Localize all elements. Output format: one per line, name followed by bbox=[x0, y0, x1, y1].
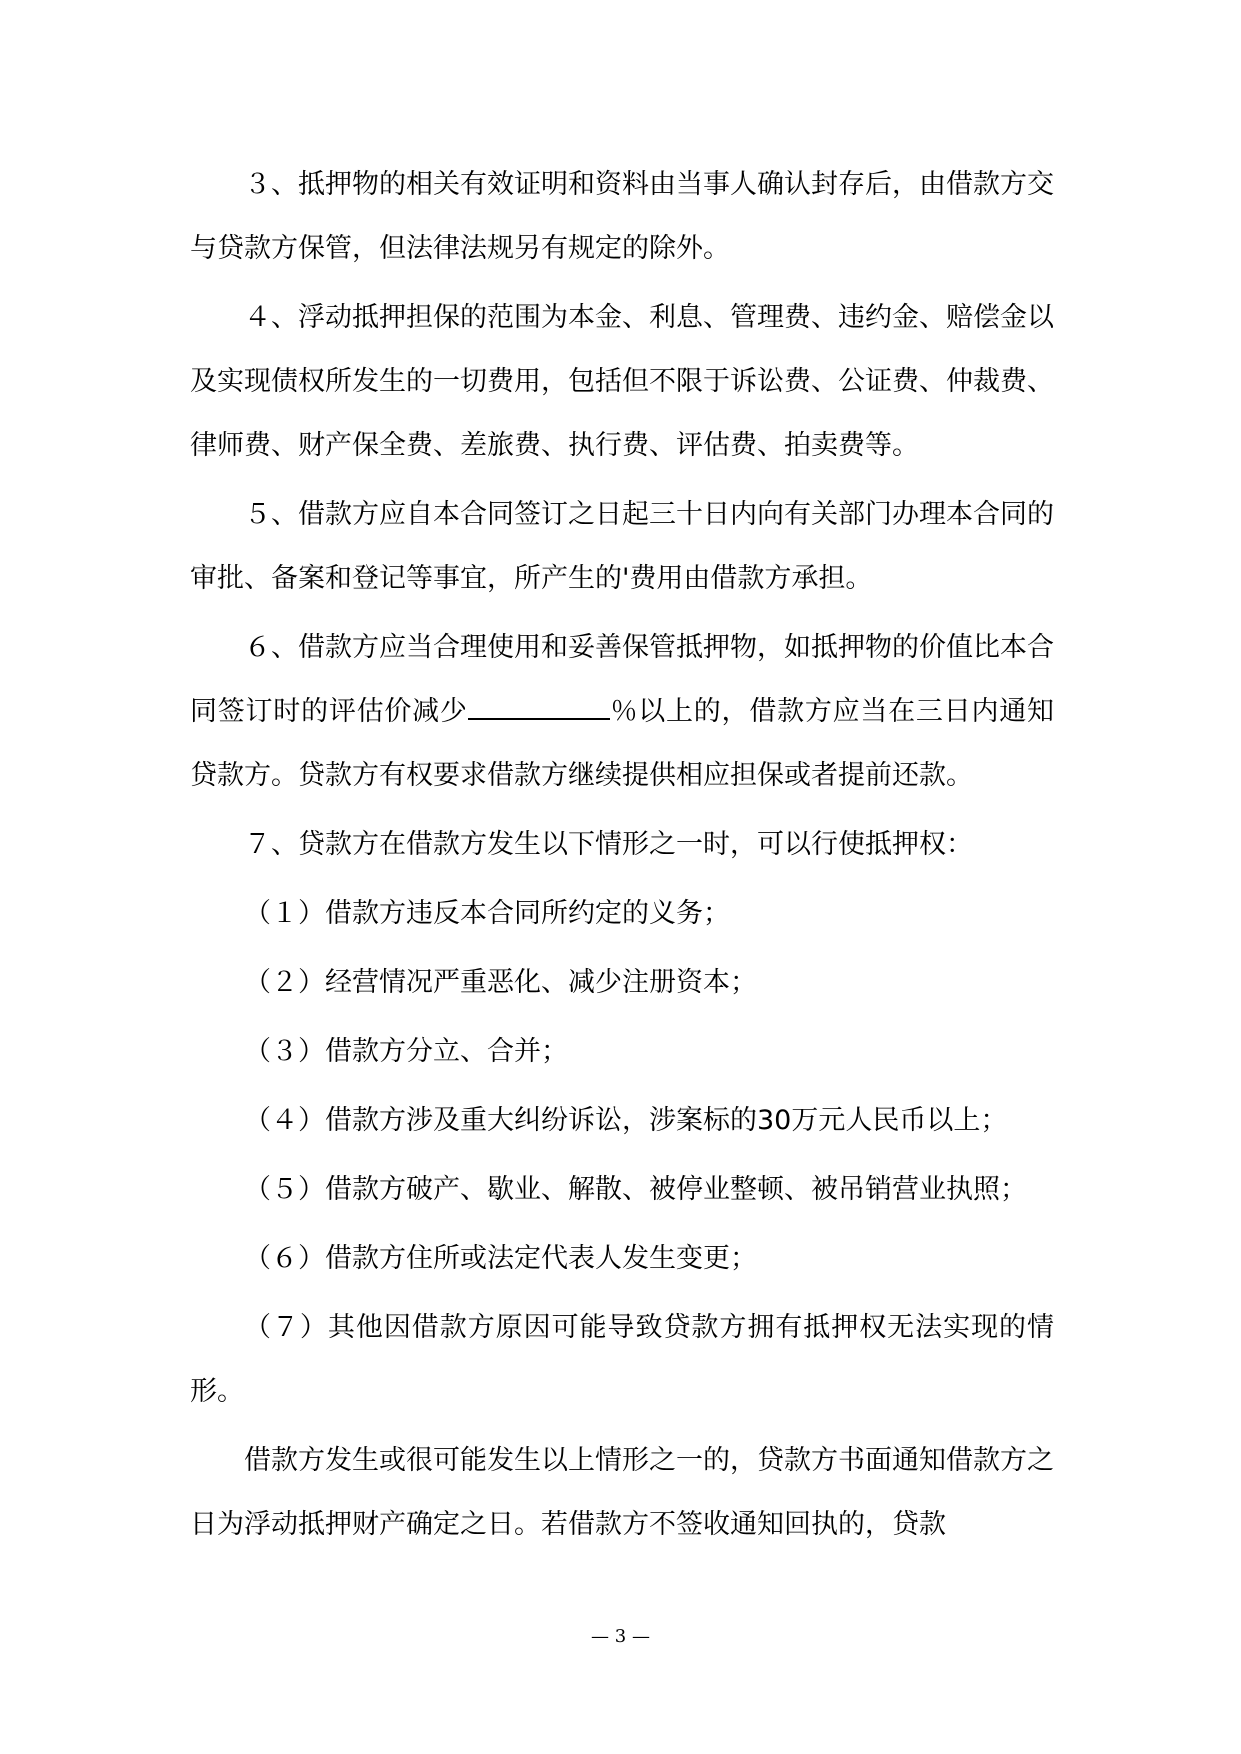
document-body bbox=[190, 153, 1054, 1562]
clause-7-intro: ７、贷款方在借款方发生以下情形之一时，可以行使抵押权： bbox=[244, 829, 973, 860]
percentage-blank bbox=[468, 694, 610, 720]
clause-7-item-6: （６）借款方住所或法定代表人发生变更； bbox=[244, 1243, 757, 1274]
clause-4: ４、浮动抵押担保的范围为本金、利息、管理费、违约金、赔偿金以及实现债权所发生的一切费用，包括但不限于诉讼费、公证费、仲裁费、律师费、财产保全费、差旅费、执行费、评估费、拍卖费等。 bbox=[190, 302, 1054, 461]
clause-3: ３、抵押物的相关有效证明和资料由当事人确认封存后，由借款方交与贷款方保管，但法律法规另有规定的除外。 bbox=[190, 169, 1054, 264]
clause-7-item-1: （１）借款方违反本合同所约定的义务； bbox=[244, 898, 730, 929]
clause-7-item-3: （３）借款方分立、合并； bbox=[244, 1036, 568, 1067]
clause-5: ５、借款方应自本合同签订之日起三十日内向有关部门办理本合同的审批、备案和登记等事宜，所产生的'费用由借款方承担。 bbox=[190, 499, 1054, 594]
clause-7-item-7: （７）其他因借款方原因可能导致贷款方拥有抵押权无法实现的情形。 bbox=[190, 1312, 1054, 1407]
clause-7-item-2: （２）经营情况严重恶化、减少注册资本； bbox=[244, 967, 757, 998]
clause-6-text-before: ６、借款方应当合理使用和妥善保管抵押物，如抵押物的价值比本合同签订时的评估价减少 bbox=[190, 632, 1054, 727]
closing-paragraph: 借款方发生或很可能发生以上情形之一的，贷款方书面通知借款方之日为浮动抵押财产确定之日。若借款方不签收通知回执的，贷款 bbox=[190, 1445, 1054, 1540]
clause-6 bbox=[190, 616, 1054, 808]
clause-7-item-4: （４）借款方涉及重大纠纷诉讼，涉案标的30万元人民币以上； bbox=[244, 1105, 1008, 1136]
page-number: — 3 — bbox=[591, 1626, 650, 1647]
clause-7-item-5: （５）借款方破产、歇业、解散、被停业整顿、被吊销营业执照； bbox=[244, 1174, 1027, 1205]
clause-6-text-after: ％以上的，借款方应当在三日内通知贷款方。贷款方有权要求借款方继续提供相应担保或者提前还款。 bbox=[190, 696, 1055, 791]
